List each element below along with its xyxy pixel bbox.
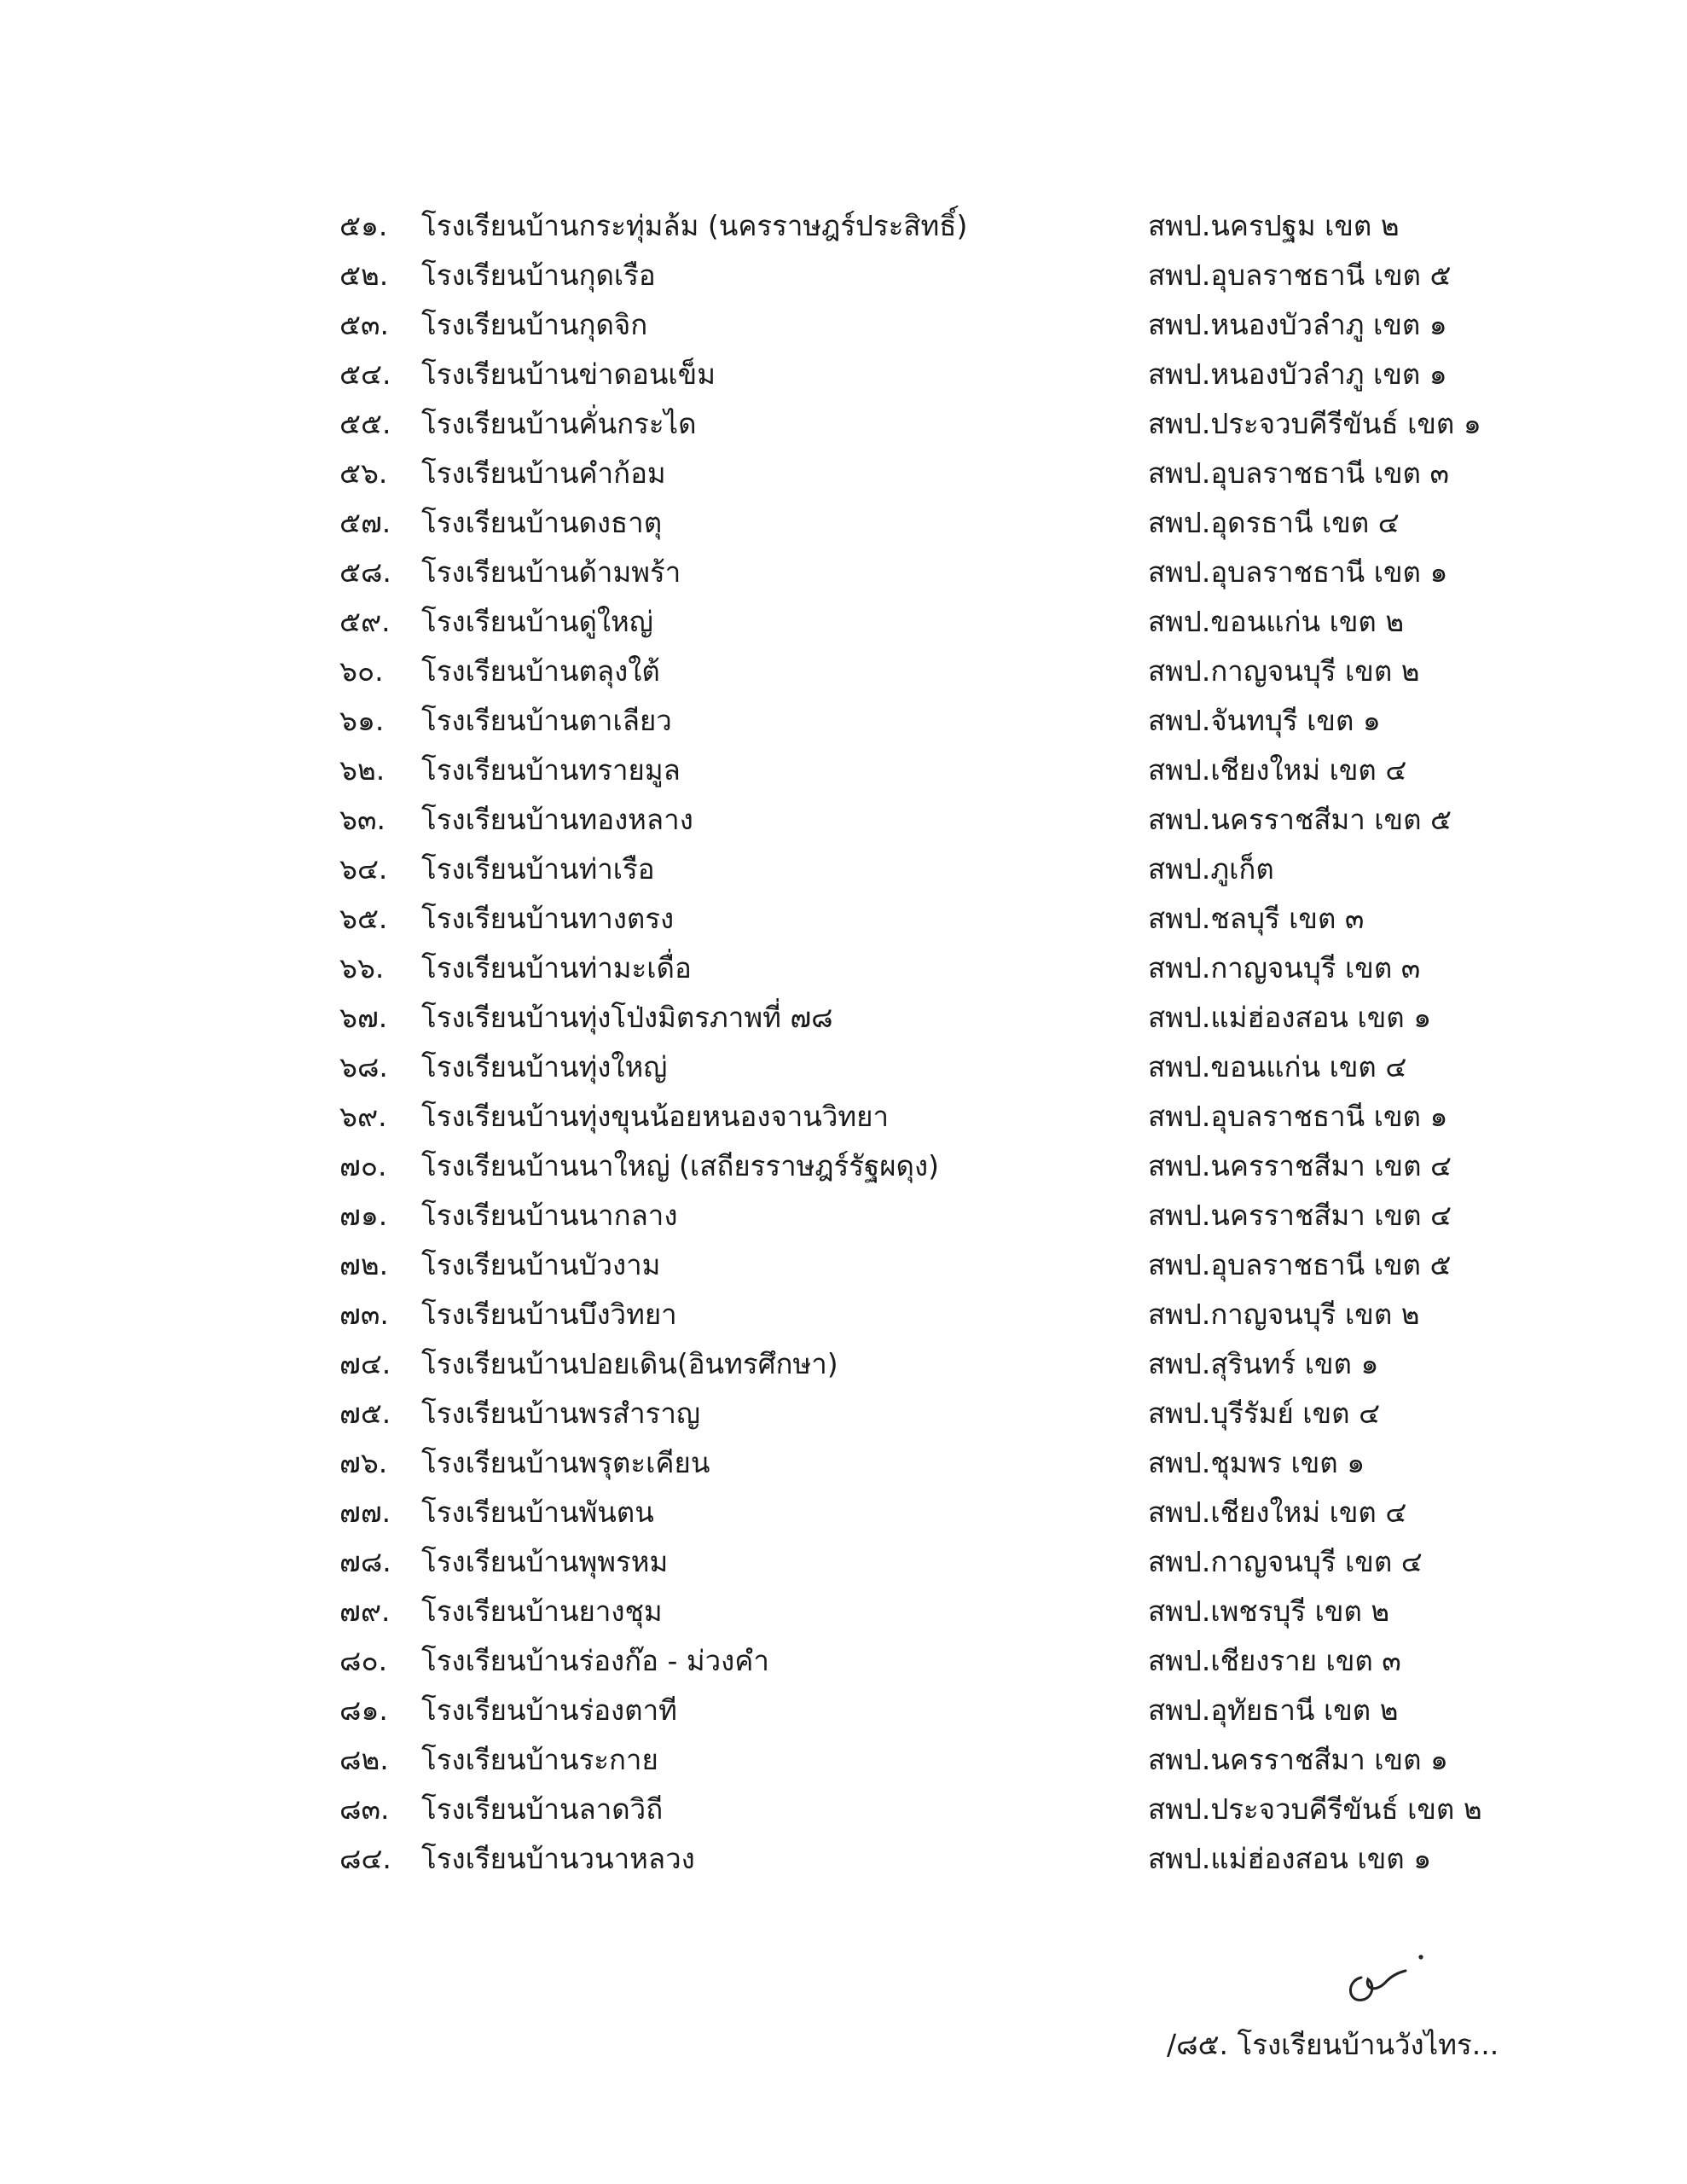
item-number: ๕๕. — [339, 407, 391, 440]
list-item — [339, 1043, 1499, 1092]
school-name: โรงเรียนบ้านท่าเรือ — [421, 852, 655, 886]
school-name: โรงเรียนบ้านพุพรหม — [421, 1545, 669, 1578]
education-office: สพป.อุบลราชธานี เขต ๕ — [1148, 258, 1452, 292]
education-office: สพป.อุบลราชธานี เขต ๓ — [1148, 456, 1450, 490]
school-name: โรงเรียนบ้านกุดเรือ — [421, 258, 656, 292]
education-office: สพป.เชียงใหม่ เขต ๔ — [1148, 1496, 1407, 1529]
list-item — [339, 1438, 1499, 1488]
list-item — [339, 1141, 1499, 1191]
list-item — [339, 1191, 1499, 1240]
education-office: สพป.อุทัยธานี เขต ๒ — [1148, 1693, 1399, 1727]
item-number: ๗๓. — [339, 1298, 389, 1331]
school-name: โรงเรียนบ้านปอยเดิน(อินทรศึกษา) — [421, 1347, 838, 1380]
list-item — [339, 1834, 1499, 1884]
item-number: ๖๗. — [339, 1001, 388, 1034]
education-office: สพป.เชียงราย เขต ๓ — [1148, 1644, 1401, 1677]
school-name: โรงเรียนบ้านนาใหญ่ (เสถียรราษฎร์รัฐผดุง) — [421, 1149, 939, 1182]
item-number: ๕๒. — [339, 258, 389, 292]
item-number: ๘๓. — [339, 1792, 390, 1826]
list-item — [339, 1092, 1499, 1141]
education-office: สพป.อุบลราชธานี เขต ๑ — [1148, 1100, 1448, 1133]
education-office: สพป.ขอนแก่น เขต ๔ — [1148, 1050, 1407, 1083]
school-name: โรงเรียนบ้านตลุงใต้ — [421, 654, 660, 688]
education-office: สพป.จันทบุรี เขต ๑ — [1148, 704, 1381, 737]
item-number: ๖๒. — [339, 753, 386, 787]
item-number: ๗๒. — [339, 1248, 389, 1281]
item-number: ๖๕. — [339, 902, 388, 935]
education-office: สพป.นครราชสีมา เขต ๔ — [1148, 1199, 1452, 1232]
education-office: สพป.กาญจนบุรี เขต ๔ — [1148, 1545, 1423, 1578]
list-item — [339, 944, 1499, 993]
list-item — [339, 597, 1499, 647]
school-name: โรงเรียนบ้านตาเลียว — [421, 704, 672, 737]
school-name: โรงเรียนบ้านพรุตะเคียน — [421, 1446, 710, 1479]
item-number: ๖๙. — [339, 1100, 387, 1133]
list-item — [339, 696, 1499, 746]
list-item — [339, 1339, 1499, 1389]
school-name: โรงเรียนบ้านทุ่งขุนน้อยหนองจานวิทยา — [421, 1100, 890, 1133]
education-office: สพป.ประจวบคีรีขันธ์ เขต ๒ — [1148, 1792, 1482, 1826]
school-name: โรงเรียนบ้านร่องก๊อ - ม่วงคำ — [421, 1644, 769, 1677]
education-office: สพป.นครราชสีมา เขต ๑ — [1148, 1743, 1448, 1776]
education-office: สพป.กาญจนบุรี เขต ๒ — [1148, 654, 1420, 688]
school-name: โรงเรียนบ้านร่องตาที — [421, 1693, 677, 1727]
list-item — [339, 746, 1499, 795]
item-number: ๗๗. — [339, 1496, 391, 1529]
school-name: โรงเรียนบ้านดู่ใหญ่ — [421, 605, 653, 638]
education-office: สพป.ขอนแก่น เขต ๒ — [1148, 605, 1405, 638]
item-number: ๖๓. — [339, 803, 386, 836]
list-item — [339, 449, 1499, 498]
school-name: โรงเรียนบ้านคั่นกระได — [421, 407, 697, 440]
education-office: สพป.อุบลราชธานี เขต ๑ — [1148, 555, 1448, 589]
school-name: โรงเรียนบ้านท่ามะเดื่อ — [421, 951, 692, 985]
continuation-text: /๘๕. โรงเรียนบ้านวังไทร... — [1167, 2028, 1499, 2061]
list-item — [339, 1240, 1499, 1290]
list-item — [339, 1389, 1499, 1438]
school-name: โรงเรียนบ้านยางชุม — [421, 1594, 663, 1628]
list-item — [339, 1735, 1499, 1785]
education-office: สพป.บุรีรัมย์ เขต ๔ — [1148, 1397, 1381, 1430]
school-name: โรงเรียนบ้านพรสำราญ — [421, 1397, 701, 1430]
list-item — [339, 1785, 1499, 1834]
item-number: ๗๙. — [339, 1594, 391, 1628]
school-name: โรงเรียนบ้านทุ่งใหญ่ — [421, 1050, 668, 1083]
list-item — [339, 894, 1499, 944]
education-office: สพป.กาญจนบุรี เขต ๒ — [1148, 1298, 1420, 1331]
list-item — [339, 399, 1499, 449]
signature-mark — [1339, 1937, 1441, 2013]
school-name: โรงเรียนบ้านทรายมูล — [421, 753, 681, 787]
list-item — [339, 251, 1499, 300]
item-number: ๖๖. — [339, 951, 385, 985]
list-item — [339, 1488, 1499, 1537]
item-number: ๘๐. — [339, 1644, 388, 1677]
education-office: สพป.เพชรบุรี เขต ๒ — [1148, 1594, 1390, 1628]
item-number: ๕๘. — [339, 555, 391, 589]
list-item — [339, 548, 1499, 597]
school-name: โรงเรียนบ้านทุ่งโป่งมิตรภาพที่ ๗๘ — [421, 1001, 833, 1034]
item-number: ๗๑. — [339, 1199, 388, 1232]
education-office: สพป.แม่ฮ่องสอน เขต ๑ — [1148, 1842, 1432, 1875]
item-number: ๘๔. — [339, 1842, 391, 1875]
list-item — [339, 1290, 1499, 1339]
item-number: ๕๓. — [339, 308, 390, 341]
education-office: สพป.ชุมพร เขต ๑ — [1148, 1446, 1365, 1479]
school-name: โรงเรียนบ้านดงธาตุ — [421, 506, 663, 539]
school-list — [339, 201, 1499, 1884]
school-name: โรงเรียนบ้านวนาหลวง — [421, 1842, 695, 1875]
education-office: สพป.ภูเก็ต — [1148, 852, 1274, 886]
education-office: สพป.นครราชสีมา เขต ๔ — [1148, 1149, 1452, 1182]
item-number: ๗๕. — [339, 1397, 391, 1430]
education-office: สพป.ประจวบคีรีขันธ์ เขต ๑ — [1148, 407, 1481, 440]
education-office: สพป.เชียงใหม่ เขต ๔ — [1148, 753, 1407, 787]
item-number: ๖๐. — [339, 654, 384, 688]
list-item — [339, 300, 1499, 350]
item-number: ๗๔. — [339, 1347, 391, 1380]
list-item — [339, 1537, 1499, 1587]
education-office: สพป.สุรินทร์ เขต ๑ — [1148, 1347, 1379, 1380]
school-name: โรงเรียนบ้านระกาย — [421, 1743, 658, 1776]
list-item — [339, 845, 1499, 894]
school-name: โรงเรียนบ้านบัวงาม — [421, 1248, 661, 1281]
item-number: ๖๑. — [339, 704, 385, 737]
education-office: สพป.นครราชสีมา เขต ๕ — [1148, 803, 1452, 836]
list-item — [339, 498, 1499, 548]
school-name: โรงเรียนบ้านกุดจิก — [421, 308, 648, 341]
school-name: โรงเรียนบ้านพันตน — [421, 1496, 654, 1529]
school-name: โรงเรียนบ้านกระทุ่มล้ม (นครราษฎร์ประสิทธิ์) — [421, 209, 968, 242]
school-name: โรงเรียนบ้านบึงวิทยา — [421, 1298, 677, 1331]
list-item — [339, 795, 1499, 845]
list-item — [339, 647, 1499, 696]
school-name: โรงเรียนบ้านทางตรง — [421, 902, 675, 935]
education-office: สพป.แม่ฮ่องสอน เขต ๑ — [1148, 1001, 1432, 1034]
list-item — [339, 201, 1499, 251]
education-office: สพป.อุบลราชธานี เขต ๕ — [1148, 1248, 1452, 1281]
item-number: ๖๔. — [339, 852, 388, 886]
list-item — [339, 1587, 1499, 1636]
item-number: ๕๙. — [339, 605, 391, 638]
education-office: สพป.ชลบุรี เขต ๓ — [1148, 902, 1365, 935]
school-name: โรงเรียนบ้านลาดวิถี — [421, 1792, 664, 1826]
list-item — [339, 993, 1499, 1043]
item-number: ๗๐. — [339, 1149, 387, 1182]
school-name: โรงเรียนบ้านด้ามพร้า — [421, 555, 681, 589]
list-item — [339, 350, 1499, 399]
item-number: ๗๖. — [339, 1446, 388, 1479]
education-office: สพป.หนองบัวลำภู เขต ๑ — [1148, 357, 1447, 391]
item-number: ๘๑. — [339, 1693, 388, 1727]
education-office: สพป.กาญจนบุรี เขต ๓ — [1148, 951, 1421, 985]
school-name: โรงเรียนบ้านข่าดอนเข็ม — [421, 357, 716, 391]
list-item — [339, 1686, 1499, 1735]
education-office: สพป.นครปฐม เขต ๒ — [1148, 209, 1400, 242]
school-name: โรงเรียนบ้านนากลาง — [421, 1199, 678, 1232]
education-office: สพป.หนองบัวลำภู เขต ๑ — [1148, 308, 1447, 341]
item-number: ๕๖. — [339, 456, 388, 490]
item-number: ๕๗. — [339, 506, 391, 539]
item-number: ๕๔. — [339, 357, 391, 391]
item-number: ๗๘. — [339, 1545, 391, 1578]
education-office: สพป.อุดรธานี เขต ๔ — [1148, 506, 1400, 539]
list-item — [339, 1636, 1499, 1686]
school-name: โรงเรียนบ้านทองหลาง — [421, 803, 693, 836]
school-name: โรงเรียนบ้านคำก้อม — [421, 456, 666, 490]
item-number: ๕๑. — [339, 209, 388, 242]
item-number: ๘๒. — [339, 1743, 389, 1776]
item-number: ๖๘. — [339, 1050, 388, 1083]
